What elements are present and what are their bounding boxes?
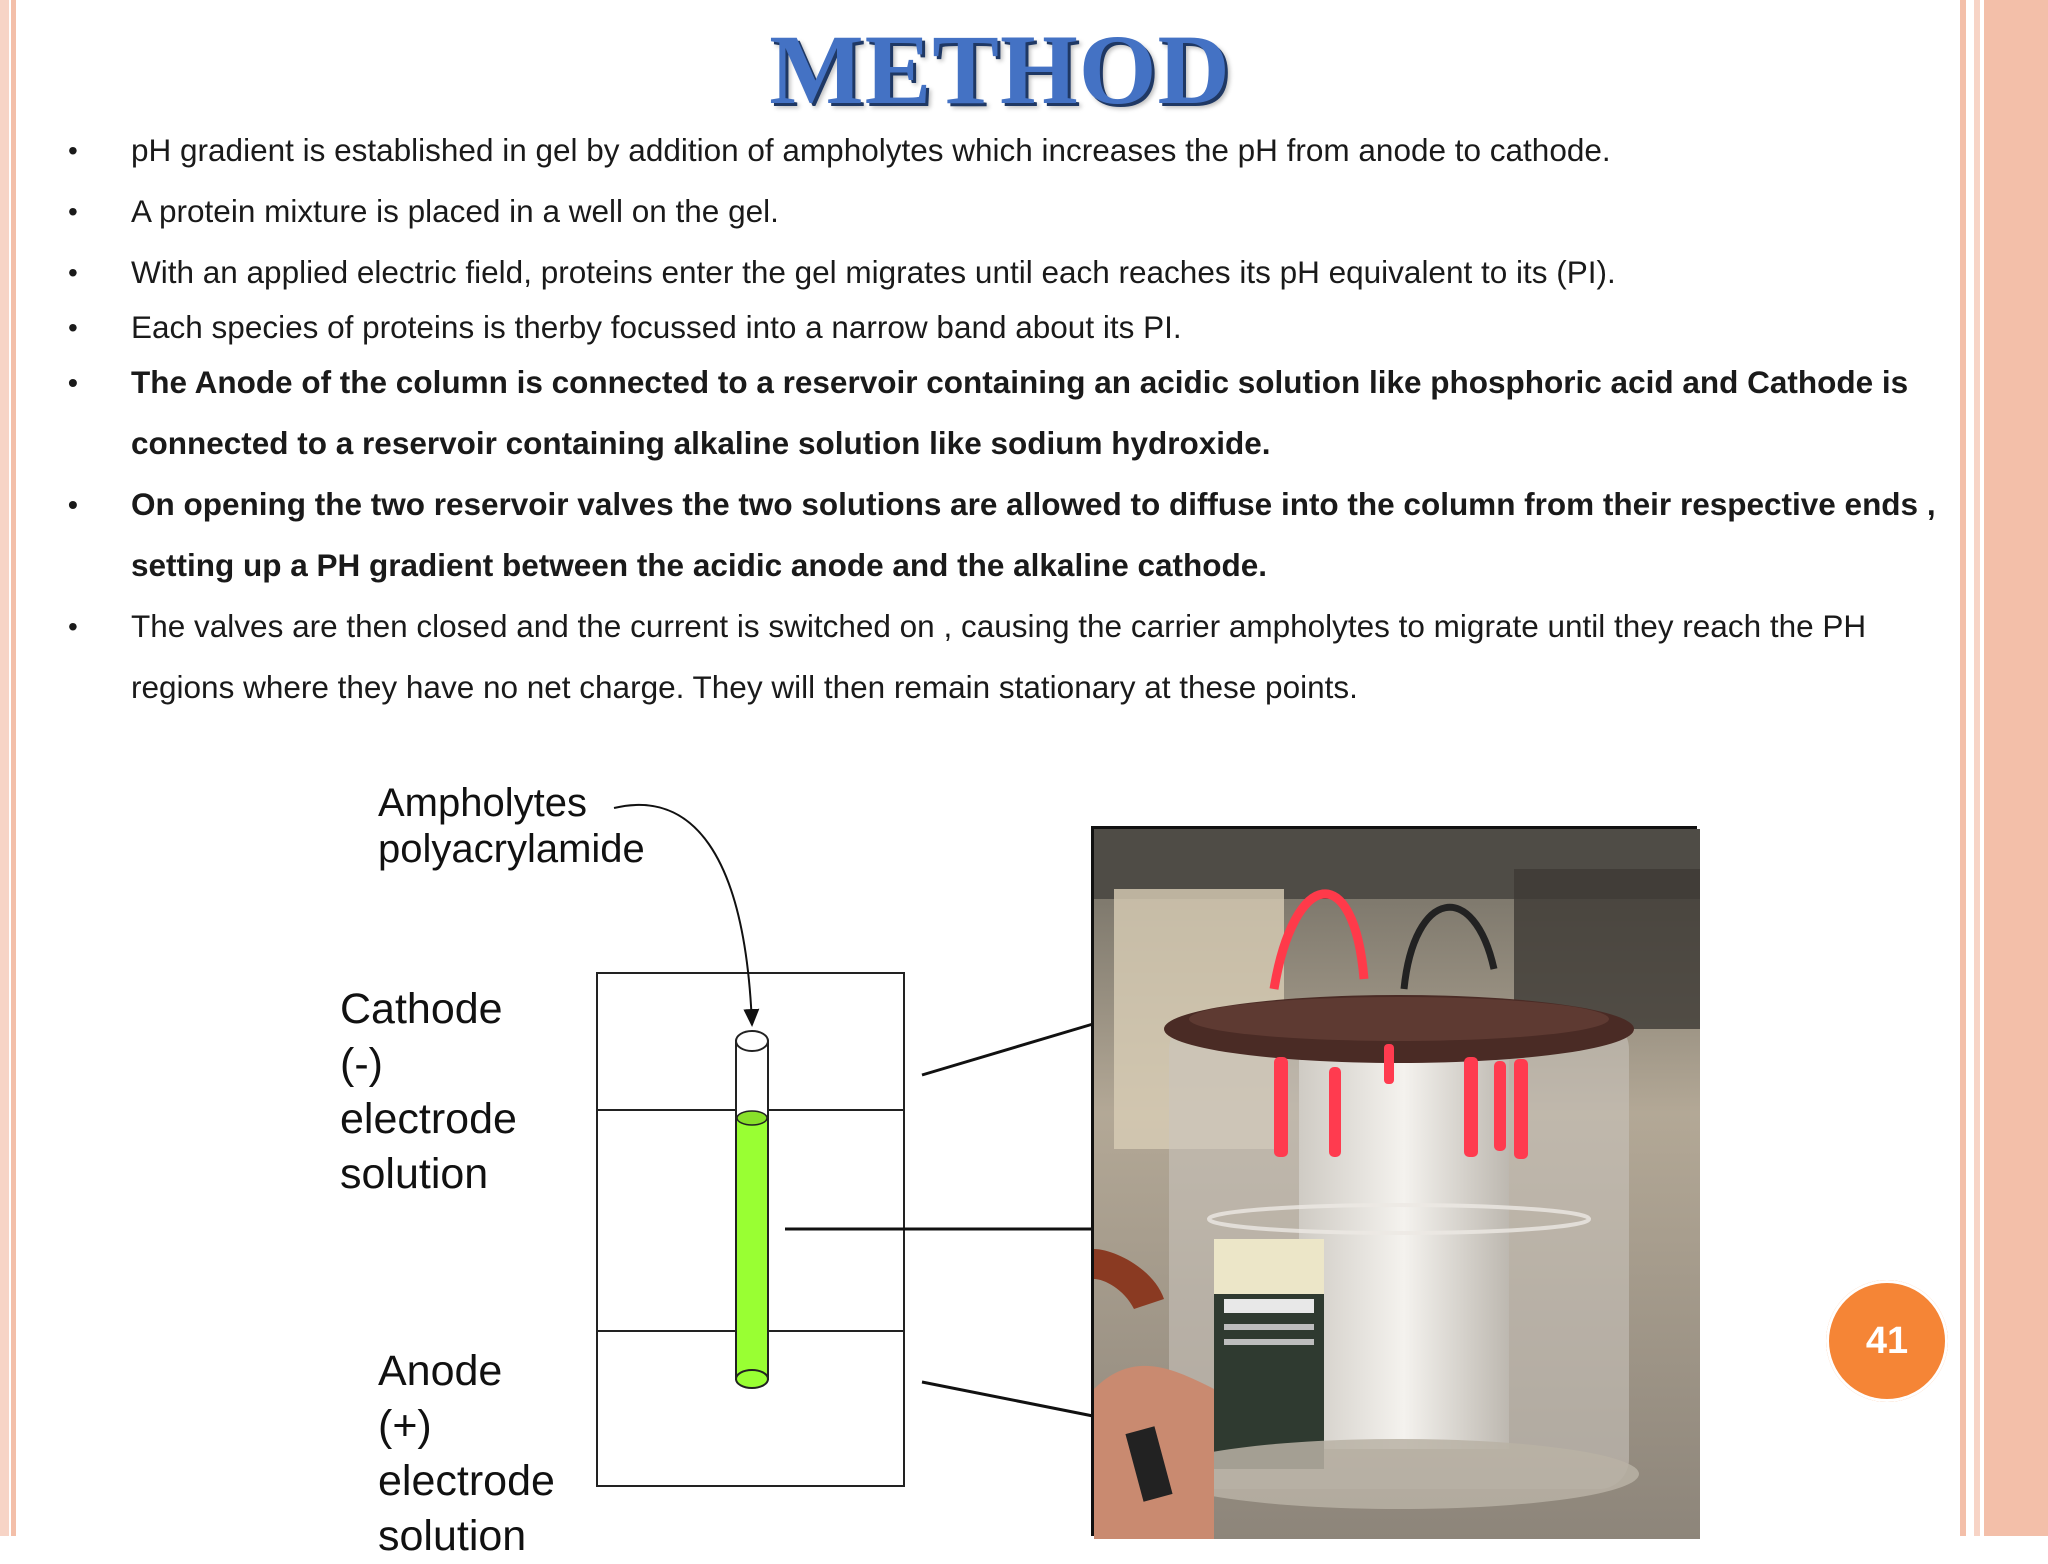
anode-label-line: electrode — [378, 1457, 555, 1505]
tube-top — [736, 1031, 768, 1051]
anode-pointer-line — [922, 1382, 1093, 1416]
apparatus-photo — [1091, 826, 1697, 1536]
cathode-pointer-line — [922, 1024, 1093, 1075]
anode-label-line: solution — [378, 1512, 527, 1560]
slide-title: METHOD — [769, 14, 1231, 125]
cathode-label-line: (-) — [340, 1040, 383, 1088]
cathode-label-line: electrode — [340, 1095, 517, 1143]
ampholytes-arrow — [614, 805, 752, 1025]
cathode-label-line: Cathode — [340, 985, 503, 1033]
page-number-badge: 41 — [1826, 1280, 1948, 1402]
bullet-item: • The Anode of the column is connected to a reservoir containing an acidic solution like phosphoric acid and Cathode is connected to a reservoir containing alkaline solution like sodium hydroxide. — [60, 352, 1940, 474]
anode-label-line: Anode — [378, 1347, 503, 1395]
ampholytes-label-line: Ampholytes — [378, 781, 587, 825]
apparatus-illustration — [1094, 829, 1700, 1539]
bullet-item: • pH gradient is established in gel by addition of ampholytes which increases the pH from anode to cathode. — [60, 120, 1940, 181]
anode-label-line: (+) — [378, 1402, 432, 1450]
bullet-item: • A protein mixture is placed in a well on the gel. — [60, 181, 1940, 242]
cathode-label-line: solution — [340, 1150, 489, 1198]
polyacrylamide-label-line: polyacrylamide — [378, 827, 645, 871]
bullet-item: • The valves are then closed and the current is switched on , causing the carrier ampholytes to migrate until they reach the PH regions where they have no net charge. They will then remain stationary at these points. — [60, 596, 1940, 718]
gel-top-surface — [737, 1111, 767, 1125]
bullet-item: • With an applied electric field, proteins enter the gel migrates until each reaches its pH equivalent to its (PI). — [60, 242, 1940, 303]
bullet-item: • On opening the two reservoir valves the two solutions are allowed to diffuse into the column from their respective ends , setting up a PH gradient between the acidic anode and the alkaline cathode. — [60, 474, 1940, 596]
tube-bottom — [736, 1370, 768, 1388]
gel-fill — [737, 1118, 767, 1379]
bullet-item: • Each species of proteins is therby focussed into a narrow band about its PI. — [60, 297, 1940, 358]
